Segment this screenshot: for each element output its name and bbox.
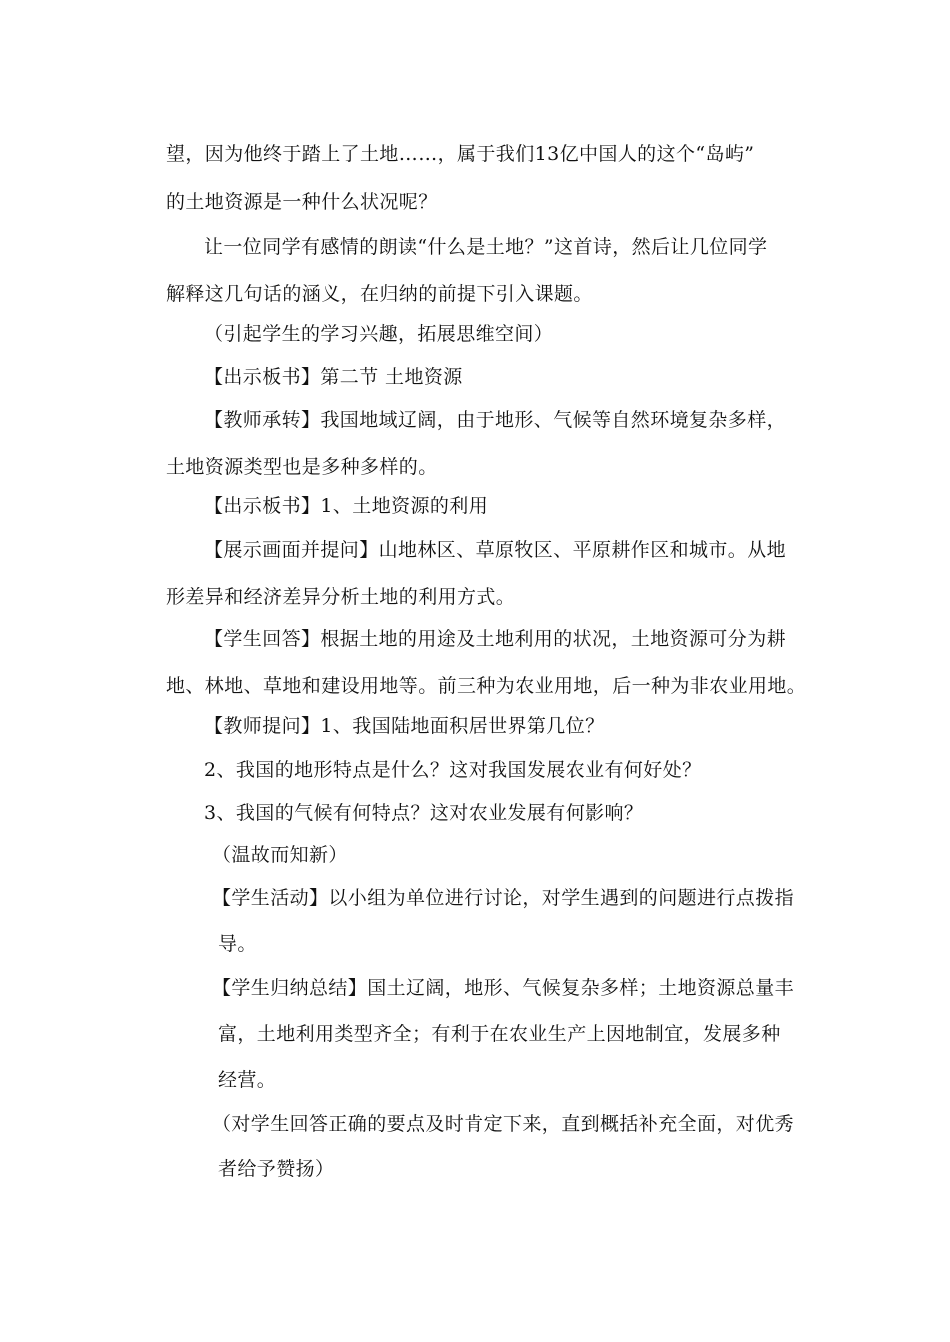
text-line-17: （温故而知新） bbox=[212, 844, 348, 866]
text-line-14: 【教师提问】1、我国陆地面积居世界第几位？ bbox=[204, 715, 605, 737]
text-line-1: 望，因为他终于踏上了土地……，属于我们13亿中国人的这个“岛屿” bbox=[166, 143, 755, 165]
text-line-4: 解释这几句话的涵义，在归纳的前提下引入课题。 bbox=[166, 283, 593, 305]
text-line-13: 地、林地、草地和建设用地等。前三种为农业用地，后一种为非农业用地。 bbox=[166, 675, 807, 697]
text-line-2: 的土地资源是一种什么状况呢？ bbox=[166, 191, 438, 213]
text-line-7: 【教师承转】我国地域辽阔，由于地形、气候等自然环境复杂多样， bbox=[204, 409, 787, 431]
text-line-23: （对学生回答正确的要点及时肯定下来，直到概括补充全面，对优秀 bbox=[212, 1113, 795, 1135]
text-line-9: 【出示板书】1、土地资源的利用 bbox=[204, 495, 489, 517]
text-line-11: 形差异和经济差异分析土地的利用方式。 bbox=[166, 586, 516, 608]
text-line-18: 【学生活动】以小组为单位进行讨论，对学生遇到的问题进行点拨指 bbox=[212, 887, 795, 909]
text-line-20: 【学生归纳总结】国土辽阔，地形、气候复杂多样；土地资源总量丰 bbox=[212, 977, 795, 999]
text-line-24: 者给予赞扬） bbox=[218, 1158, 335, 1180]
text-line-15: 2、我国的地形特点是什么？这对我国发展农业有何好处？ bbox=[204, 759, 702, 781]
text-line-5: （引起学生的学习兴趣，拓展思维空间） bbox=[204, 323, 554, 345]
text-line-21: 富，土地利用类型齐全；有利于在农业生产上因地制宜，发展多种 bbox=[218, 1023, 781, 1045]
text-line-10: 【展示画面并提问】山地林区、草原牧区、平原耕作区和城市。从地 bbox=[204, 539, 787, 561]
text-line-12: 【学生回答】根据土地的用途及土地利用的状况，土地资源可分为耕 bbox=[204, 628, 787, 650]
text-line-8: 土地资源类型也是多种多样的。 bbox=[166, 456, 438, 478]
text-line-3: 让一位同学有感情的朗读“什么是土地？”这首诗，然后让几位同学 bbox=[204, 236, 768, 258]
text-line-22: 经营。 bbox=[218, 1069, 277, 1091]
text-line-19: 导。 bbox=[218, 933, 257, 955]
text-line-6: 【出示板书】第二节 土地资源 bbox=[204, 366, 463, 388]
text-line-16: 3、我国的气候有何特点？这对农业发展有何影响？ bbox=[204, 802, 644, 824]
